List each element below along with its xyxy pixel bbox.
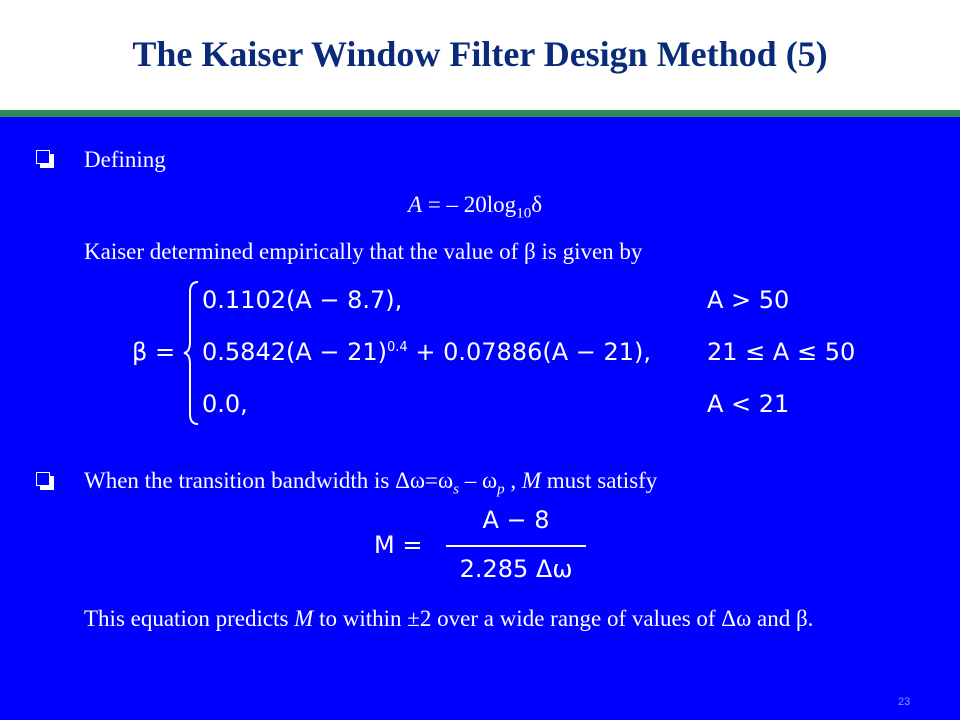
- bw-post: must satisfy: [541, 468, 658, 493]
- conclusion-part1: This equation predicts: [84, 606, 295, 631]
- beta-case-2-expr-b: + 0.07886(A − 21),: [407, 338, 652, 366]
- conclusion-part2: to within ±2 over a wide range of values of Δω and β.: [313, 606, 814, 631]
- beta-case-2-exponent: 0.4: [387, 340, 408, 355]
- def-eq-rhs: = – 20log: [422, 192, 517, 217]
- beta-case-1-expr: 0.1102(A − 8.7),: [202, 286, 403, 314]
- bw-comma: ,: [504, 468, 522, 493]
- m-formula-denominator: 2.285 Δω: [459, 555, 573, 583]
- bullet-square-icon: [34, 470, 56, 492]
- def-eq-lhs: A: [408, 192, 423, 217]
- bw-mid: – ω: [458, 468, 498, 493]
- beta-case-3-cond: A < 21: [707, 390, 790, 418]
- page-number: 23: [898, 696, 911, 708]
- bw-sub-p: p: [497, 481, 505, 498]
- bullet-square-icon: [34, 148, 56, 170]
- slide-title: The Kaiser Window Filter Design Method (5): [132, 34, 828, 74]
- beta-case-3-expr: 0.0,: [202, 390, 248, 418]
- beta-case-2-cond: 21 ≤ A ≤ 50: [707, 338, 856, 366]
- bw-sub-s: s: [453, 481, 459, 498]
- conclusion-paragraph: [84, 604, 922, 634]
- fraction-bar: [446, 545, 586, 547]
- defining-label: Defining: [84, 147, 166, 172]
- conclusion-M: M: [294, 606, 314, 631]
- beta-lhs: β =: [132, 338, 176, 366]
- curly-brace: [182, 280, 202, 426]
- bw-pre: When the transition bandwidth is Δω=ω: [84, 468, 454, 493]
- m-formula-lhs: M =: [374, 531, 423, 559]
- beta-case-2-expr-a: 0.5842(A − 21): [202, 338, 388, 366]
- def-eq-delta: δ: [531, 192, 543, 217]
- header-rule: [0, 110, 960, 117]
- def-eq-sub: 10: [516, 205, 532, 222]
- beta-case-2-expr: [202, 338, 651, 366]
- kaiser-sentence: Kaiser determined empirically that the value of β is given by: [84, 239, 643, 264]
- bw-M: M: [521, 468, 542, 493]
- transition-bandwidth-text: [84, 466, 657, 496]
- beta-case-1-cond: A > 50: [707, 286, 790, 314]
- definition-equation: [408, 190, 542, 220]
- m-formula-numerator: A − 8: [482, 506, 550, 534]
